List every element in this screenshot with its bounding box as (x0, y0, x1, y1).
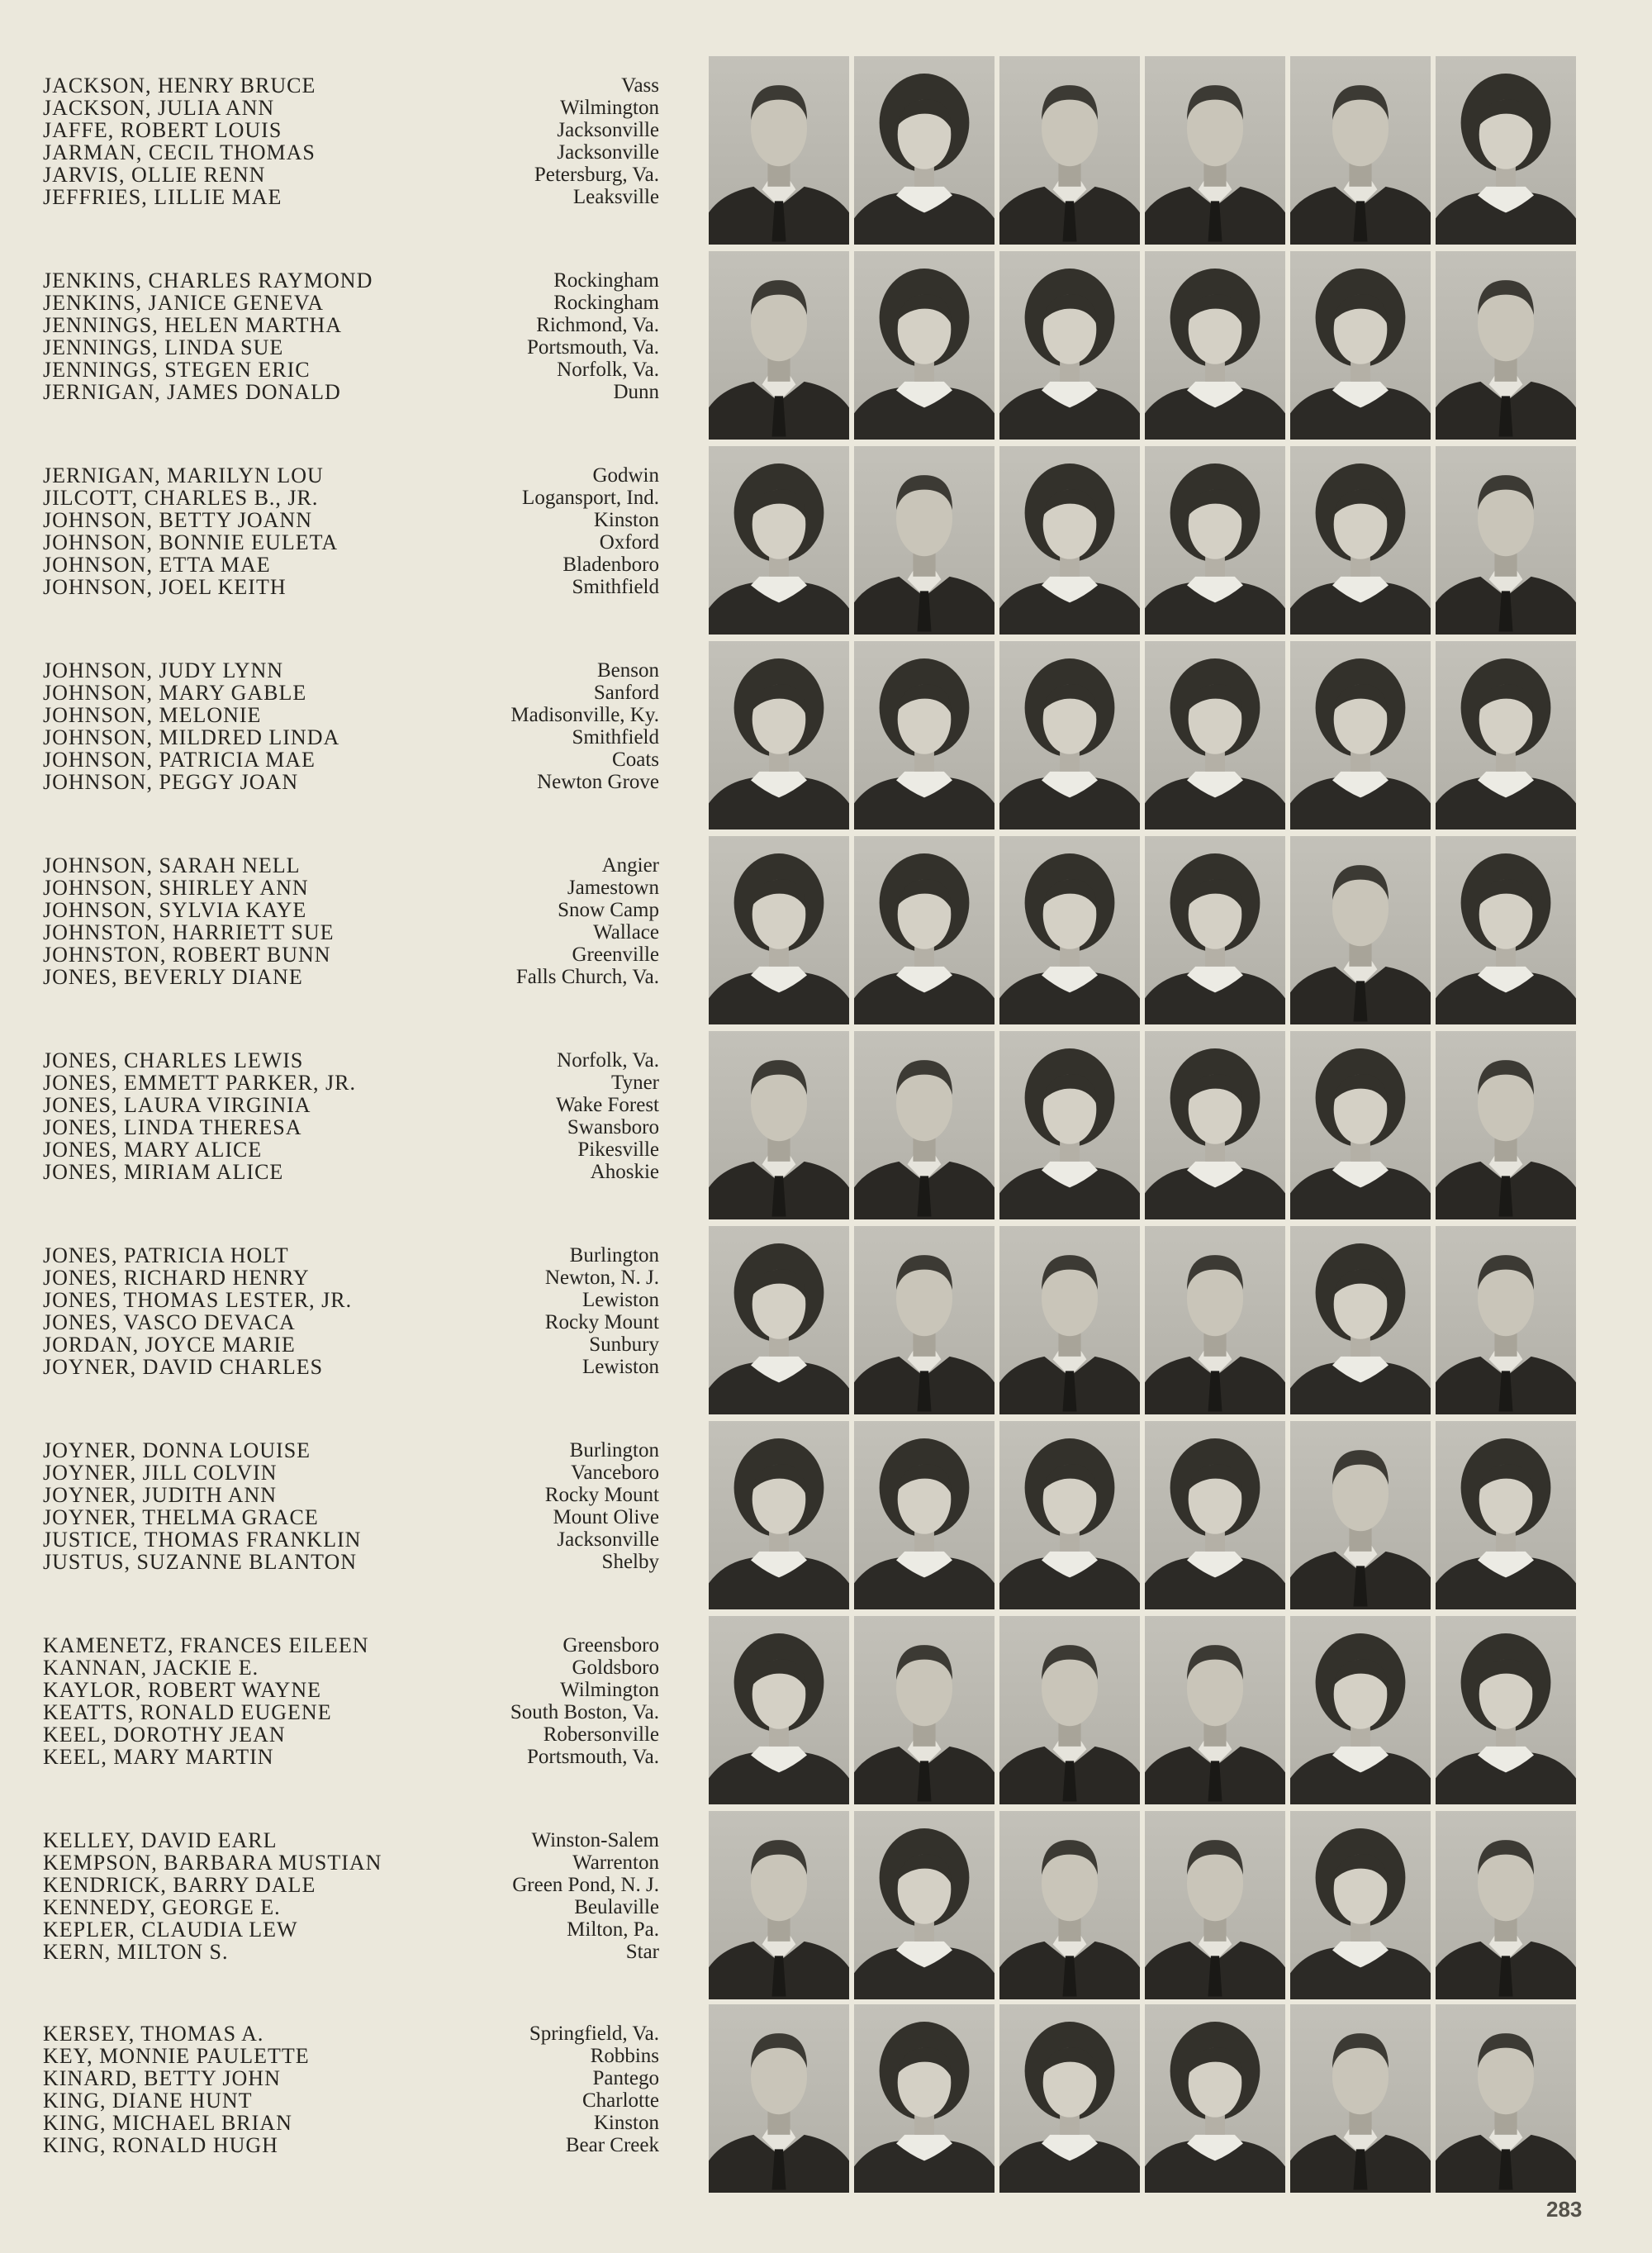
names-column (43, 659, 472, 793)
student-name: JOYNER, THELMA GRACE (43, 1506, 319, 1528)
student-portrait (709, 1031, 849, 1219)
student-hometown: Madisonville, Ky. (510, 704, 659, 726)
student-group (0, 854, 1652, 1044)
student-portrait (854, 1031, 995, 1219)
student-hometown: Burlington (569, 1439, 659, 1462)
student-hometown: Godwin (592, 464, 659, 487)
student-portrait (709, 1226, 849, 1414)
portrait-row (709, 1616, 1576, 1804)
names-column (43, 1634, 472, 1768)
student-hometown: Richmond, Va. (536, 314, 659, 336)
student-portrait (999, 641, 1140, 829)
student-hometown: Leaksville (572, 186, 659, 208)
student-group (0, 269, 1652, 459)
student-name: JENKINS, JANICE GENEVA (43, 292, 325, 314)
student-name: JONES, EMMETT PARKER, JR. (43, 1072, 356, 1094)
hometowns-column (430, 269, 659, 403)
student-name: KING, MICHAEL BRIAN (43, 2112, 292, 2134)
student-hometown: Vanceboro (571, 1462, 659, 1484)
student-name: JERNIGAN, JAMES DONALD (43, 381, 341, 403)
student-portrait (709, 251, 849, 440)
student-name: KEATTS, RONALD EUGENE (43, 1701, 332, 1723)
student-portrait (1145, 641, 1285, 829)
student-hometown: Bladenboro (563, 554, 659, 576)
student-hometown: Rocky Mount (544, 1311, 659, 1333)
student-portrait (999, 1031, 1140, 1219)
hometowns-column (430, 1634, 659, 1768)
hometowns-column (430, 74, 659, 208)
student-hometown: Greensboro (563, 1634, 659, 1656)
student-hometown: Robbins (590, 2045, 659, 2067)
student-name: JARMAN, CECIL THOMAS (43, 141, 316, 164)
student-portrait (1290, 2004, 1431, 2193)
student-hometown: Charlotte (582, 2089, 659, 2112)
student-portrait (1436, 836, 1576, 1024)
student-name: JONES, LINDA THERESA (43, 1116, 302, 1138)
student-hometown: Newton Grove (537, 771, 659, 793)
portrait-row (709, 1811, 1576, 1999)
student-group (0, 1634, 1652, 1824)
student-portrait (854, 1616, 995, 1804)
student-hometown: Pikesville (577, 1138, 659, 1161)
student-portrait (1145, 2004, 1285, 2193)
student-name: KEPLER, CLAUDIA LEW (43, 1918, 298, 1941)
student-portrait (1145, 1031, 1285, 1219)
student-hometown: Portsmouth, Va. (527, 1746, 659, 1768)
student-name: JENNINGS, HELEN MARTHA (43, 314, 343, 336)
student-portrait (1290, 1616, 1431, 1804)
student-portrait (709, 1811, 849, 1999)
student-name: JONES, MIRIAM ALICE (43, 1161, 284, 1183)
student-name: JONES, PATRICIA HOLT (43, 1244, 289, 1267)
student-portrait (854, 2004, 995, 2193)
student-name: KEMPSON, BARBARA MUSTIAN (43, 1851, 382, 1874)
student-portrait (1145, 1226, 1285, 1414)
student-name: JOHNSON, SYLVIA KAYE (43, 899, 307, 921)
student-name: JONES, VASCO DEVACA (43, 1311, 296, 1333)
student-hometown: South Boston, Va. (510, 1701, 659, 1723)
student-portrait (854, 446, 995, 635)
student-hometown: Wake Forest (555, 1094, 659, 1116)
student-portrait (1145, 1421, 1285, 1609)
student-group (0, 2022, 1652, 2213)
student-hometown: Wilmington (560, 1679, 659, 1701)
student-portrait (999, 1226, 1140, 1414)
student-hometown: Sanford (593, 682, 659, 704)
student-hometown: Petersburg, Va. (534, 164, 659, 186)
student-portrait (1290, 836, 1431, 1024)
student-name: JOHNSON, MARY GABLE (43, 682, 307, 704)
student-portrait (709, 836, 849, 1024)
student-hometown: Jacksonville (557, 1528, 659, 1551)
portrait-row (709, 446, 1576, 635)
student-hometown: Norfolk, Va. (557, 359, 659, 381)
student-portrait (1290, 56, 1431, 245)
student-name: JENNINGS, LINDA SUE (43, 336, 284, 359)
student-portrait (854, 1421, 995, 1609)
names-column (43, 854, 472, 988)
student-name: KERSEY, THOMAS A. (43, 2022, 264, 2045)
hometowns-column (430, 2022, 659, 2156)
student-hometown: Dunn (613, 381, 659, 403)
student-hometown: Robersonville (543, 1723, 659, 1746)
student-portrait (1290, 446, 1431, 635)
student-group (0, 464, 1652, 654)
hometowns-column (430, 854, 659, 988)
student-name: JEFFRIES, LILLIE MAE (43, 186, 282, 208)
student-name: KERN, MILTON S. (43, 1941, 229, 1963)
student-portrait (1436, 446, 1576, 635)
student-hometown: Sunbury (589, 1333, 659, 1356)
student-name: JONES, LAURA VIRGINIA (43, 1094, 311, 1116)
student-name: JOHNSON, SARAH NELL (43, 854, 301, 877)
student-name: JOHNSON, BONNIE EULETA (43, 531, 339, 554)
student-portrait (1145, 1811, 1285, 1999)
student-hometown: Logansport, Ind. (522, 487, 659, 509)
names-column (43, 74, 472, 208)
student-name: JONES, CHARLES LEWIS (43, 1049, 304, 1072)
student-hometown: Mount Olive (553, 1506, 659, 1528)
student-portrait (1436, 1421, 1576, 1609)
student-hometown: Ahoskie (590, 1161, 659, 1183)
student-group (0, 1829, 1652, 2019)
student-name: JUSTICE, THOMAS FRANKLIN (43, 1528, 362, 1551)
student-portrait (709, 1616, 849, 1804)
student-hometown: Vass (621, 74, 659, 97)
student-portrait (999, 56, 1140, 245)
student-name: JERNIGAN, MARILYN LOU (43, 464, 324, 487)
names-column (43, 1829, 472, 1963)
student-portrait (999, 1421, 1140, 1609)
student-hometown: Rockingham (553, 292, 659, 314)
student-name: JOHNSTON, HARRIETT SUE (43, 921, 335, 944)
hometowns-column (430, 1244, 659, 1378)
student-name: KELLEY, DAVID EARL (43, 1829, 278, 1851)
student-portrait (999, 446, 1140, 635)
hometowns-column (430, 659, 659, 793)
student-portrait (1290, 1811, 1431, 1999)
student-hometown: Smithfield (572, 726, 659, 749)
student-hometown: Jacksonville (557, 141, 659, 164)
student-portrait (1290, 1226, 1431, 1414)
student-name: JOHNSON, ETTA MAE (43, 554, 271, 576)
student-name: JAFFE, ROBERT LOUIS (43, 119, 282, 141)
student-hometown: Oxford (599, 531, 659, 554)
student-portrait (1436, 1226, 1576, 1414)
student-group (0, 1244, 1652, 1434)
student-hometown: Lewiston (582, 1356, 659, 1378)
student-hometown: Wilmington (560, 97, 659, 119)
student-name: JORDAN, JOYCE MARIE (43, 1333, 296, 1356)
names-column (43, 2022, 472, 2156)
student-name: KAMENETZ, FRANCES EILEEN (43, 1634, 369, 1656)
names-column (43, 1049, 472, 1183)
student-portrait (854, 641, 995, 829)
page-number: 283 (1546, 2197, 1583, 2222)
student-name: JOHNSON, PEGGY JOAN (43, 771, 299, 793)
student-group (0, 1049, 1652, 1239)
hometowns-column (430, 464, 659, 598)
student-hometown: Milton, Pa. (567, 1918, 659, 1941)
student-name: JACKSON, JULIA ANN (43, 97, 275, 119)
student-portrait (999, 836, 1140, 1024)
student-portrait (854, 1811, 995, 1999)
student-name: KANNAN, JACKIE E. (43, 1656, 259, 1679)
student-name: JOHNSON, MELONIE (43, 704, 262, 726)
student-name: KENNEDY, GEORGE E. (43, 1896, 281, 1918)
student-portrait (1436, 251, 1576, 440)
student-group (0, 659, 1652, 849)
names-column (43, 1439, 472, 1573)
student-name: JONES, THOMAS LESTER, JR. (43, 1289, 353, 1311)
student-portrait (1436, 1616, 1576, 1804)
student-hometown: Angier (601, 854, 659, 877)
hometowns-column (430, 1439, 659, 1573)
student-hometown: Benson (597, 659, 659, 682)
student-hometown: Smithfield (572, 576, 659, 598)
student-portrait (709, 446, 849, 635)
student-hometown: Falls Church, Va. (515, 966, 659, 988)
student-hometown: Swansboro (567, 1116, 659, 1138)
student-portrait (1436, 1811, 1576, 1999)
student-hometown: Beulaville (574, 1896, 659, 1918)
student-hometown: Newton, N. J. (544, 1267, 659, 1289)
student-name: KAYLOR, ROBERT WAYNE (43, 1679, 321, 1701)
student-portrait (1145, 1616, 1285, 1804)
student-hometown: Shelby (601, 1551, 659, 1573)
student-name: JOHNSON, JOEL KEITH (43, 576, 287, 598)
student-portrait (999, 2004, 1140, 2193)
student-name: JOYNER, JILL COLVIN (43, 1462, 278, 1484)
student-portrait (1145, 56, 1285, 245)
student-name: JONES, MARY ALICE (43, 1138, 263, 1161)
student-hometown: Greenville (572, 944, 659, 966)
student-name: KENDRICK, BARRY DALE (43, 1874, 316, 1896)
student-name: JOHNSON, PATRICIA MAE (43, 749, 316, 771)
student-portrait (854, 1226, 995, 1414)
student-portrait (1436, 56, 1576, 245)
names-column (43, 464, 472, 598)
student-hometown: Rockingham (553, 269, 659, 292)
student-hometown: Snow Camp (558, 899, 659, 921)
portrait-row (709, 641, 1576, 829)
student-name: JOYNER, DAVID CHARLES (43, 1356, 324, 1378)
student-hometown: Winston-Salem (531, 1829, 659, 1851)
student-hometown: Goldsboro (572, 1656, 659, 1679)
student-name: JUSTUS, SUZANNE BLANTON (43, 1551, 358, 1573)
student-portrait (1436, 2004, 1576, 2193)
student-hometown: Lewiston (582, 1289, 659, 1311)
student-name: KINARD, BETTY JOHN (43, 2067, 281, 2089)
student-portrait (1145, 446, 1285, 635)
student-name: KING, DIANE HUNT (43, 2089, 253, 2112)
student-name: JOYNER, JUDITH ANN (43, 1484, 278, 1506)
student-portrait (1290, 641, 1431, 829)
student-hometown: Rocky Mount (544, 1484, 659, 1506)
student-hometown: Kinston (593, 509, 659, 531)
student-hometown: Bear Creek (565, 2134, 659, 2156)
student-portrait (709, 1421, 849, 1609)
student-portrait (999, 1616, 1140, 1804)
hometowns-column (430, 1049, 659, 1183)
student-hometown: Jacksonville (557, 119, 659, 141)
portrait-row (709, 836, 1576, 1024)
student-portrait (1290, 1031, 1431, 1219)
student-hometown: Wallace (593, 921, 659, 944)
student-portrait (1145, 251, 1285, 440)
student-name: JONES, BEVERLY DIANE (43, 966, 303, 988)
student-name: JOHNSTON, ROBERT BUNN (43, 944, 331, 966)
student-name: JACKSON, HENRY BRUCE (43, 74, 316, 97)
student-hometown: Kinston (593, 2112, 659, 2134)
student-portrait (709, 2004, 849, 2193)
student-portrait (854, 251, 995, 440)
student-portrait (709, 56, 849, 245)
hometowns-column (430, 1829, 659, 1963)
student-name: JOHNSON, MILDRED LINDA (43, 726, 340, 749)
student-hometown: Springfield, Va. (529, 2022, 659, 2045)
student-portrait (854, 56, 995, 245)
student-portrait (854, 836, 995, 1024)
student-portrait (1290, 251, 1431, 440)
student-name: KEY, MONNIE PAULETTE (43, 2045, 310, 2067)
student-portrait (709, 641, 849, 829)
student-portrait (999, 251, 1140, 440)
student-name: JONES, RICHARD HENRY (43, 1267, 310, 1289)
student-hometown: Star (625, 1941, 659, 1963)
portrait-row (709, 56, 1576, 245)
portrait-row (709, 2004, 1576, 2193)
student-name: JOHNSON, JUDY LYNN (43, 659, 284, 682)
student-name: JOHNSON, BETTY JOANN (43, 509, 312, 531)
student-name: JARVIS, OLLIE RENN (43, 164, 266, 186)
student-name: KEEL, MARY MARTIN (43, 1746, 274, 1768)
student-portrait (1145, 836, 1285, 1024)
student-portrait (999, 1811, 1140, 1999)
student-name: JOHNSON, SHIRLEY ANN (43, 877, 309, 899)
portrait-row (709, 1421, 1576, 1609)
student-name: JOYNER, DONNA LOUISE (43, 1439, 311, 1462)
student-hometown: Tyner (611, 1072, 659, 1094)
student-name: JENNINGS, STEGEN ERIC (43, 359, 311, 381)
student-portrait (1290, 1421, 1431, 1609)
student-name: KING, RONALD HUGH (43, 2134, 278, 2156)
student-hometown: Jamestown (567, 877, 659, 899)
student-name: KEEL, DOROTHY JEAN (43, 1723, 286, 1746)
portrait-row (709, 1031, 1576, 1219)
student-hometown: Warrenton (572, 1851, 659, 1874)
student-hometown: Coats (612, 749, 659, 771)
student-name: JENKINS, CHARLES RAYMOND (43, 269, 373, 292)
portrait-row (709, 251, 1576, 440)
student-portrait (1436, 1031, 1576, 1219)
portrait-row (709, 1226, 1576, 1414)
student-hometown: Green Pond, N. J. (512, 1874, 659, 1896)
student-name: JILCOTT, CHARLES B., JR. (43, 487, 319, 509)
student-group (0, 1439, 1652, 1629)
student-hometown: Norfolk, Va. (557, 1049, 659, 1072)
names-column (43, 269, 472, 403)
student-portrait (1436, 641, 1576, 829)
student-hometown: Pantego (592, 2067, 659, 2089)
names-column (43, 1244, 472, 1378)
student-hometown: Burlington (569, 1244, 659, 1267)
student-group (0, 74, 1652, 264)
student-hometown: Portsmouth, Va. (527, 336, 659, 359)
